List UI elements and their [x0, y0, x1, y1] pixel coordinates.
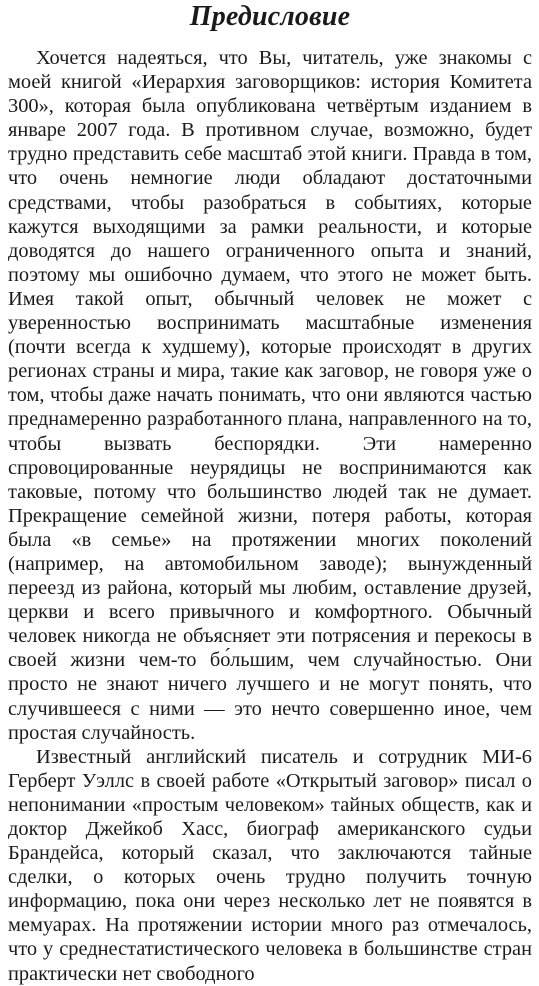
paragraph-2: Известный английский писатель и сотрудник МИ-6 Герберт Уэллс в своей работе «Открытый заговор» писал о непонимании «простым человеком» тайных обществ, как и доктор Джейкоб Хасс, биограф американского судьи Брандейса, который сказал, что заключаются тайные сделки, о которых очень трудно получить точную информацию, пока они через несколько лет не появятся в мемуарах. На протяжении истории много раз отмечалось, что у среднестатистического человека в большинстве стран практически нет свободного: [8, 745, 532, 985]
paragraph-1: Хочется надеяться, что Вы, читатель, уже знакомы с моей книгой «Иерархия заговорщиков: история Комитета 300», которая была опубликована четвёртым изданием в январе 2007 года. В противном случае, возможно, будет трудно представить себе масштаб этой книги. Правда в том, что очень немногие люди обладают достаточными средствами, чтобы разобраться в событиях, которые кажутся выходящими за рамки реальности, и которые доводятся до нашего ограниченного опыта и знаний, поэтому мы ошибочно думаем, что этого не может быть. Имея такой опыт, обычный человек не может с уверенностью воспринимать масштабные изменения (почти всегда к худшему), которые происходят в других регионах страны и мира, такие как заговор, не говоря уже о том, чтобы даже начать понимать, что они являются частью преднамеренно разработанного плана, направленного на то, чтобы вызвать беспорядки. Эти намеренно спровоцированные неурядицы не воспринимаются как таковые, потому что большинство людей так не думает. Прекращение семейной жизни, потеря работы, которая была «в семье» на протяжении многих поколений (например, на автомобильном заводе); вынужденный переезд из района, который мы любим, оставление друзей, церкви и всего привычного и комфортного. Обычный человек никогда не объясняет эти потрясения и перекосы в своей жизни чем-то бо́льшим, чем случайностью. Они просто не знают ничего лучшего и не могут понять, что случившееся с ними — это нечто совершенно иное, чем простая случайность.: [8, 47, 532, 744]
chapter-title: Предисловие: [189, 1, 351, 32]
